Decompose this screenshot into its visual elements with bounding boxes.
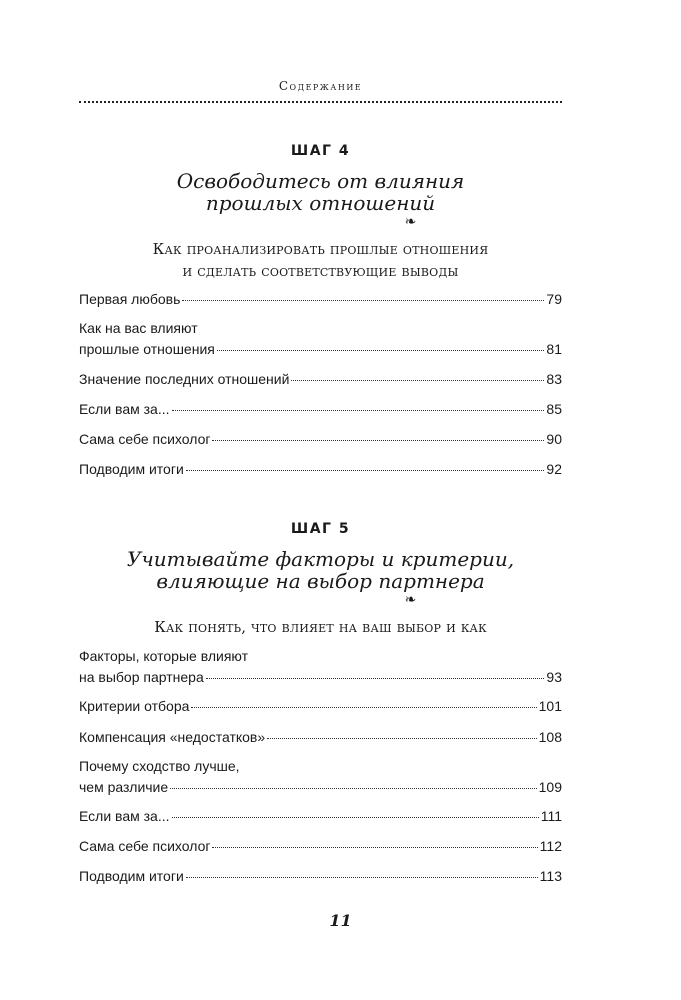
toc-entry-page: 101 bbox=[538, 698, 562, 714]
running-header: Содержание bbox=[278, 79, 363, 93]
step-subtitle-line-2: и сделать соответствующие выводы bbox=[182, 262, 459, 280]
toc-entry-page: 83 bbox=[546, 371, 562, 387]
toc-entry[interactable] bbox=[79, 836, 562, 856]
step-title-line-1: Освободитесь от влияния bbox=[176, 169, 465, 193]
toc-entry-title: Сама себе психолог bbox=[79, 838, 211, 854]
toc-entry-page: 112 bbox=[539, 838, 562, 854]
leader-dots bbox=[182, 300, 544, 301]
leader-dots bbox=[191, 707, 536, 708]
leader-dots bbox=[172, 410, 545, 411]
header-dotted-rule bbox=[79, 101, 562, 103]
leader-dots bbox=[291, 380, 544, 381]
toc-entry-title-line-1: Как на вас влияют bbox=[79, 320, 198, 336]
toc-entry-title: Первая любовь bbox=[79, 291, 181, 307]
toc-entry-page: 92 bbox=[546, 461, 562, 477]
toc-entry-page: 113 bbox=[539, 868, 562, 884]
toc-entry-title: Значение последних отношений bbox=[79, 371, 290, 387]
step-subtitle-line-1: Как проанализировать прошлые отношения bbox=[152, 240, 489, 258]
toc-entry[interactable] bbox=[79, 806, 562, 826]
toc-entry-title: на выбор партнера bbox=[79, 669, 204, 685]
leader-dots bbox=[217, 350, 545, 351]
leader-dots bbox=[186, 877, 538, 878]
toc-entry-title: чем различие bbox=[79, 779, 169, 795]
step-title-line-2: прошлых отношений bbox=[205, 191, 436, 215]
leader-dots bbox=[212, 440, 544, 441]
toc-entry-page: 85 bbox=[546, 401, 562, 417]
toc-entry[interactable] bbox=[79, 289, 562, 309]
toc-entry-page: 79 bbox=[546, 291, 562, 307]
toc-entry[interactable] bbox=[79, 756, 562, 797]
toc-entry[interactable] bbox=[79, 866, 562, 886]
leader-dots bbox=[212, 847, 537, 848]
toc-entry[interactable] bbox=[79, 696, 562, 716]
fleuron-ornament-icon: ❧ bbox=[404, 214, 417, 230]
toc-entry-page: 109 bbox=[538, 779, 562, 795]
toc-entry-title: Критерии отбора bbox=[79, 698, 190, 714]
toc-entry[interactable] bbox=[79, 646, 562, 687]
toc-entry-title: Подводим итоги bbox=[79, 868, 184, 884]
step-title-line-1: Учитывайте факторы и критерии, bbox=[126, 547, 515, 571]
leader-dots bbox=[206, 678, 545, 679]
page-number: 11 bbox=[329, 911, 352, 930]
toc-entry-title: Подводим итоги bbox=[79, 461, 184, 477]
leader-dots bbox=[267, 738, 536, 739]
leader-dots bbox=[186, 470, 545, 471]
step-title-line-2: влияющие на выбор партнера bbox=[156, 569, 485, 593]
step-label: ШАГ 4 bbox=[290, 143, 351, 159]
toc-entry-page: 90 bbox=[546, 431, 562, 447]
toc-entry-title: Если вам за... bbox=[79, 401, 170, 417]
toc-entry[interactable] bbox=[79, 369, 562, 389]
toc-entry-title: Компенсация «недостатков» bbox=[79, 729, 266, 745]
toc-entry[interactable] bbox=[79, 459, 562, 479]
toc-entry-page: 111 bbox=[540, 808, 562, 824]
step-subtitle-line-1: Как понять, что влияет на ваш выбор и как bbox=[154, 618, 487, 636]
step-4-heading bbox=[79, 142, 562, 282]
toc-entry-page: 81 bbox=[546, 341, 562, 357]
toc-entry-page: 108 bbox=[538, 729, 562, 745]
toc-entry-title: Если вам за... bbox=[79, 808, 170, 824]
toc-entry-page: 93 bbox=[546, 669, 562, 685]
leader-dots bbox=[170, 788, 536, 789]
toc-entry[interactable] bbox=[79, 318, 562, 359]
leader-dots bbox=[172, 817, 539, 818]
fleuron-ornament-icon: ❧ bbox=[404, 592, 417, 608]
toc-entry-title-line-1: Почему сходство лучше, bbox=[79, 758, 240, 774]
toc-entry-title: прошлые отношения bbox=[79, 341, 215, 357]
toc-entry[interactable] bbox=[79, 429, 562, 449]
toc-entry[interactable] bbox=[79, 399, 562, 419]
toc-entry-title: Сама себе психолог bbox=[79, 431, 211, 447]
toc-entry-title-line-1: Факторы, которые влияют bbox=[79, 648, 248, 664]
step-5-heading bbox=[79, 520, 562, 638]
step-label: ШАГ 5 bbox=[290, 521, 351, 537]
toc-entry[interactable] bbox=[79, 727, 562, 747]
